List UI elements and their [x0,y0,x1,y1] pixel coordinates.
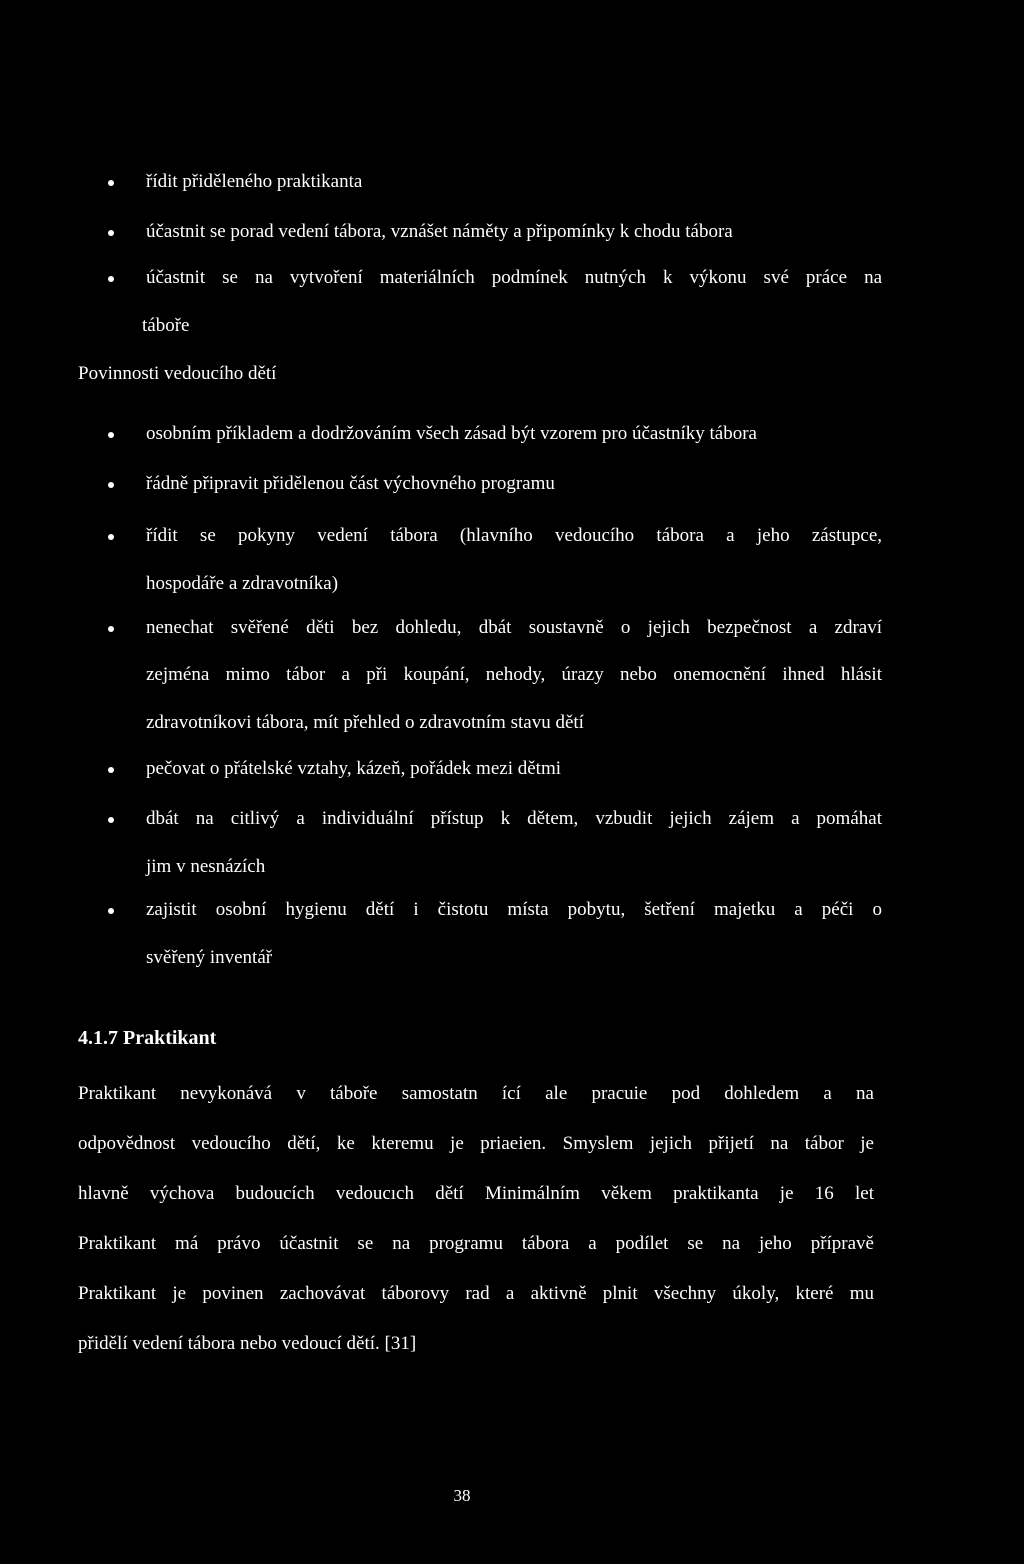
list-item-text: dbát na citlivý a individuální přístup k dětem, vzbudit jejich zájem a pomáhat [146,807,882,829]
bullet-icon [108,534,114,540]
list-item-text: nenechat svěřené děti bez dohledu, dbát soustavně o jejich bezpečnost a zdraví [146,616,882,638]
list-item-text: účastnit se porad vedení tábora, vznášet náměty a připomínky k chodu tábora [146,221,733,242]
list-item-text: zajistit osobní hygienu dětí i čistotu místa pobytu, šetření majetku a péči o [146,899,882,921]
list-item-continuation: hospodáře a zdravotníka) [146,572,339,594]
list-item-continuation: svěřený inventář [146,947,273,968]
page-number: 38 [453,1486,471,1505]
section-title: Praktikant [123,1027,217,1049]
paragraph-line: Praktikant je povinen zachovávat táborovy rad a aktivně plnit všechny úkoly, které mu [78,1283,874,1304]
list-item [0,616,1024,735]
bullet-icon [108,180,114,186]
list-item [0,422,1024,446]
list-item-text: řídit přiděleného praktikanta [146,171,363,192]
paragraph-line: Praktikant nevykonává v táboře samostatn ící ale pracuie pod dohledem a na [78,1083,874,1104]
bullet-icon [108,908,114,914]
section-heading [78,1026,216,1051]
list-item [0,807,1024,879]
list-item [0,220,1024,244]
list-item-continuation: jim v nesnázích [146,855,266,877]
list-item-continuation: zdravotníkovi tábora, mít přehled o zdravotním stavu dětí [146,712,584,733]
list-item-text: účastnit se na vytvoření materiálních podmínek nutných k výkonu své práce na [146,267,882,288]
list-item [0,524,1024,596]
list-item-continuation: zejména mimo tábor a při koupání, nehody, úrazy nebo onemocnění ihned hlásit [146,664,882,686]
bullet-icon [108,432,114,438]
subheading-duties: Povinnosti vedoucího dětí [78,363,277,384]
list-item-text: pečovat o přátelské vztahy, kázeň, pořádek mezi dětmi [146,757,562,779]
list-item [0,170,1024,194]
list-item [0,472,1024,496]
paragraph-line: přidělí vedení tábora nebo vedoucí dětí. [31] [78,1333,417,1354]
bullet-list-2 [0,422,1024,970]
list-item-text: osobním příkladem a dodržováním všech zásad být vzorem pro účastníky tábora [146,423,757,444]
list-item [0,898,1024,970]
list-item-continuation: táboře [142,314,190,336]
bullet-icon [108,767,114,773]
bullet-icon [108,482,114,488]
list-item [0,757,1024,781]
list-item-text: řádně připravit přidělenou část výchovného programu [146,473,555,494]
section-number: 4.1.7 [78,1027,118,1049]
list-item [0,266,1024,338]
bullet-icon [108,230,114,236]
list-item-text: řídit se pokyny vedení tábora (hlavního vedoucího tábora a jeho zástupce, [146,525,882,546]
paragraph-line: odpovědnost vedoucího dětí, ke kteremu je priaeien. Smyslem jejich přijetí na tábor je [78,1133,874,1154]
paragraph-praktikant [78,1082,874,1382]
bullet-icon [108,817,114,823]
paragraph-line: hlavně výchova budoucích vedoucıch dětí Minimálním věkem praktikanta je 16 let [78,1183,874,1204]
bullet-icon [108,276,114,282]
bullet-icon [108,626,114,632]
paragraph-line: Praktikant má právo účastnit se na programu tábora a podílet se na jeho přípravě [78,1233,874,1254]
bullet-list-1 [0,170,1024,338]
